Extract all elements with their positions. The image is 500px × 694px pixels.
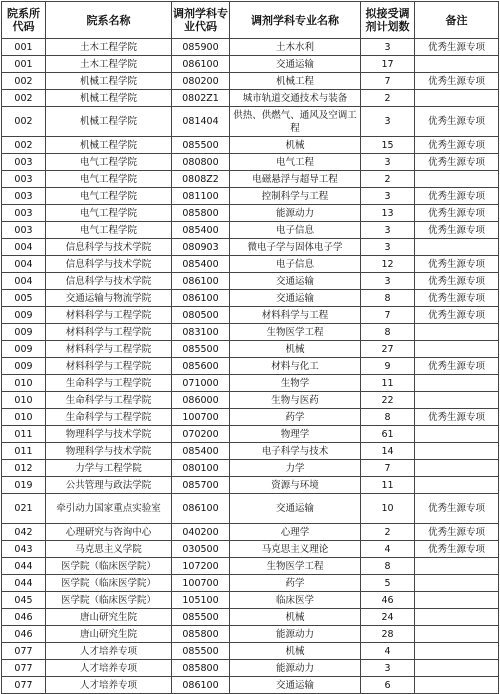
major-name-cell: 生物与医药 bbox=[230, 392, 361, 409]
plan-count-cell: 4 bbox=[361, 643, 415, 660]
adjustment-plan-table bbox=[1, 1, 499, 694]
table-header-row bbox=[2, 2, 499, 39]
major-name-cell: 药学 bbox=[230, 575, 361, 592]
major-name-cell: 临床医学 bbox=[230, 592, 361, 609]
remark-cell bbox=[415, 341, 499, 358]
plan-count-cell: 3 bbox=[361, 222, 415, 239]
table-row bbox=[2, 290, 499, 307]
dept-name-cell: 电气工程学院 bbox=[46, 171, 172, 188]
remark-cell: 优秀生源专项 bbox=[415, 73, 499, 90]
plan-count-cell: 7 bbox=[361, 307, 415, 324]
remark-cell bbox=[415, 575, 499, 592]
remark-cell: 优秀生源专项 bbox=[415, 358, 499, 375]
major-name-cell: 机械 bbox=[230, 609, 361, 626]
plan-count-cell: 8 bbox=[361, 324, 415, 341]
remark-cell bbox=[415, 609, 499, 626]
major-code-cell: 085500 bbox=[172, 341, 230, 358]
plan-count-cell: 3 bbox=[361, 660, 415, 677]
header-remark: 备注 bbox=[415, 2, 499, 39]
table-row bbox=[2, 171, 499, 188]
plan-count-cell: 11 bbox=[361, 375, 415, 392]
major-name-cell: 电子信息 bbox=[230, 222, 361, 239]
header-major-name: 调剂学科专业名称 bbox=[230, 2, 361, 39]
remark-cell bbox=[415, 460, 499, 477]
plan-count-cell: 13 bbox=[361, 205, 415, 222]
dept-code-cell: 045 bbox=[2, 592, 46, 609]
table-row bbox=[2, 460, 499, 477]
dept-name-cell: 物理科学与技术学院 bbox=[46, 426, 172, 443]
dept-name-cell: 物理科学与技术学院 bbox=[46, 443, 172, 460]
table-row bbox=[2, 137, 499, 154]
dept-code-cell: 009 bbox=[2, 358, 46, 375]
remark-cell bbox=[415, 592, 499, 609]
dept-code-cell: 077 bbox=[2, 677, 46, 694]
table-row bbox=[2, 56, 499, 73]
table-row bbox=[2, 677, 499, 694]
major-name-cell: 机械工程 bbox=[230, 73, 361, 90]
plan-count-cell: 15 bbox=[361, 137, 415, 154]
header-major-code: 调剂学科专业代码 bbox=[172, 2, 230, 39]
dept-name-cell: 土木工程学院 bbox=[46, 39, 172, 56]
major-code-cell: 100700 bbox=[172, 575, 230, 592]
dept-code-cell: 004 bbox=[2, 256, 46, 273]
dept-code-cell: 019 bbox=[2, 477, 46, 494]
major-name-cell: 土木水利 bbox=[230, 39, 361, 56]
dept-name-cell: 材料科学与工程学院 bbox=[46, 358, 172, 375]
major-code-cell: 080903 bbox=[172, 239, 230, 256]
major-name-cell: 交通运输 bbox=[230, 677, 361, 694]
remark-cell bbox=[415, 477, 499, 494]
dept-name-cell: 唐山研究生院 bbox=[46, 626, 172, 643]
major-name-cell: 机械 bbox=[230, 137, 361, 154]
major-name-cell: 交通运输 bbox=[230, 494, 361, 524]
table-row bbox=[2, 626, 499, 643]
dept-code-cell: 077 bbox=[2, 643, 46, 660]
major-name-cell: 电气工程 bbox=[230, 154, 361, 171]
major-code-cell: 085500 bbox=[172, 643, 230, 660]
table-row bbox=[2, 222, 499, 239]
major-code-cell: 030500 bbox=[172, 541, 230, 558]
table-row bbox=[2, 592, 499, 609]
dept-code-cell: 009 bbox=[2, 307, 46, 324]
header-dept-name: 院系名称 bbox=[46, 2, 172, 39]
table-row bbox=[2, 256, 499, 273]
remark-cell bbox=[415, 643, 499, 660]
dept-code-cell: 005 bbox=[2, 290, 46, 307]
remark-cell bbox=[415, 90, 499, 107]
major-code-cell: 085400 bbox=[172, 443, 230, 460]
dept-code-cell: 002 bbox=[2, 73, 46, 90]
plan-count-cell: 61 bbox=[361, 426, 415, 443]
dept-code-cell: 011 bbox=[2, 443, 46, 460]
table-row bbox=[2, 307, 499, 324]
dept-code-cell: 077 bbox=[2, 660, 46, 677]
major-code-cell: 070200 bbox=[172, 426, 230, 443]
major-code-cell: 0808Z2 bbox=[172, 171, 230, 188]
major-code-cell: 086100 bbox=[172, 56, 230, 73]
dept-code-cell: 012 bbox=[2, 460, 46, 477]
major-code-cell: 071000 bbox=[172, 375, 230, 392]
remark-cell bbox=[415, 660, 499, 677]
remark-cell: 优秀生源专项 bbox=[415, 409, 499, 426]
table-row bbox=[2, 375, 499, 392]
dept-name-cell: 材料科学与工程学院 bbox=[46, 341, 172, 358]
major-name-cell: 心理学 bbox=[230, 524, 361, 541]
plan-count-cell: 8 bbox=[361, 558, 415, 575]
remark-cell bbox=[415, 239, 499, 256]
major-code-cell: 086000 bbox=[172, 392, 230, 409]
major-name-cell: 能源动力 bbox=[230, 660, 361, 677]
dept-name-cell: 马克思主义学院 bbox=[46, 541, 172, 558]
plan-count-cell: 10 bbox=[361, 494, 415, 524]
table-row bbox=[2, 541, 499, 558]
dept-name-cell: 电气工程学院 bbox=[46, 222, 172, 239]
remark-cell bbox=[415, 56, 499, 73]
major-code-cell: 080500 bbox=[172, 307, 230, 324]
remark-cell: 优秀生源专项 bbox=[415, 154, 499, 171]
dept-name-cell: 医学院（临床医学院） bbox=[46, 592, 172, 609]
plan-count-cell: 27 bbox=[361, 341, 415, 358]
major-code-cell: 085900 bbox=[172, 39, 230, 56]
dept-name-cell: 信息科学与技术学院 bbox=[46, 256, 172, 273]
table-row bbox=[2, 524, 499, 541]
major-code-cell: 086100 bbox=[172, 273, 230, 290]
major-code-cell: 0802Z1 bbox=[172, 90, 230, 107]
dept-code-cell: 044 bbox=[2, 558, 46, 575]
dept-name-cell: 人才培养专项 bbox=[46, 677, 172, 694]
major-name-cell: 能源动力 bbox=[230, 205, 361, 222]
dept-code-cell: 042 bbox=[2, 524, 46, 541]
major-name-cell: 交通运输 bbox=[230, 273, 361, 290]
remark-cell: 优秀生源专项 bbox=[415, 273, 499, 290]
plan-count-cell: 6 bbox=[361, 677, 415, 694]
dept-name-cell: 电气工程学院 bbox=[46, 154, 172, 171]
major-code-cell: 105100 bbox=[172, 592, 230, 609]
major-code-cell: 085800 bbox=[172, 660, 230, 677]
plan-count-cell: 3 bbox=[361, 39, 415, 56]
major-code-cell: 083100 bbox=[172, 324, 230, 341]
dept-name-cell: 公共管理与政法学院 bbox=[46, 477, 172, 494]
remark-cell: 优秀生源专项 bbox=[415, 205, 499, 222]
major-name-cell: 生物医学工程 bbox=[230, 324, 361, 341]
table-row bbox=[2, 477, 499, 494]
dept-name-cell: 交通运输与物流学院 bbox=[46, 290, 172, 307]
dept-code-cell: 003 bbox=[2, 205, 46, 222]
major-code-cell: 085800 bbox=[172, 626, 230, 643]
dept-code-cell: 003 bbox=[2, 222, 46, 239]
plan-count-cell: 46 bbox=[361, 592, 415, 609]
plan-count-cell: 14 bbox=[361, 443, 415, 460]
dept-name-cell: 人才培养专项 bbox=[46, 660, 172, 677]
table-row bbox=[2, 392, 499, 409]
major-code-cell: 040200 bbox=[172, 524, 230, 541]
dept-code-cell: 009 bbox=[2, 341, 46, 358]
remark-cell bbox=[415, 375, 499, 392]
dept-code-cell: 046 bbox=[2, 626, 46, 643]
dept-name-cell: 牵引动力国家重点实验室 bbox=[46, 494, 172, 524]
table-row bbox=[2, 358, 499, 375]
major-name-cell: 交通运输 bbox=[230, 56, 361, 73]
table-body bbox=[2, 39, 499, 694]
plan-count-cell: 28 bbox=[361, 626, 415, 643]
major-name-cell: 机械 bbox=[230, 341, 361, 358]
dept-code-cell: 002 bbox=[2, 107, 46, 137]
table-row bbox=[2, 324, 499, 341]
major-name-cell: 供热、供燃气、通风及空调工程 bbox=[230, 107, 361, 137]
plan-count-cell: 11 bbox=[361, 477, 415, 494]
table-row bbox=[2, 239, 499, 256]
table-row bbox=[2, 643, 499, 660]
header-plan-count: 拟接受调剂计划数 bbox=[361, 2, 415, 39]
major-name-cell: 物理学 bbox=[230, 426, 361, 443]
plan-count-cell: 3 bbox=[361, 273, 415, 290]
remark-cell: 优秀生源专项 bbox=[415, 222, 499, 239]
dept-code-cell: 001 bbox=[2, 56, 46, 73]
plan-count-cell: 8 bbox=[361, 409, 415, 426]
remark-cell bbox=[415, 171, 499, 188]
dept-code-cell: 003 bbox=[2, 188, 46, 205]
remark-cell bbox=[415, 426, 499, 443]
table-row bbox=[2, 558, 499, 575]
major-name-cell: 药学 bbox=[230, 409, 361, 426]
dept-name-cell: 唐山研究生院 bbox=[46, 609, 172, 626]
major-code-cell: 080100 bbox=[172, 460, 230, 477]
dept-code-cell: 011 bbox=[2, 426, 46, 443]
table-row bbox=[2, 575, 499, 592]
dept-name-cell: 电气工程学院 bbox=[46, 205, 172, 222]
plan-count-cell: 8 bbox=[361, 290, 415, 307]
remark-cell: 优秀生源专项 bbox=[415, 494, 499, 524]
remark-cell: 优秀生源专项 bbox=[415, 290, 499, 307]
dept-name-cell: 材料科学与工程学院 bbox=[46, 324, 172, 341]
dept-name-cell: 力学与工程学院 bbox=[46, 460, 172, 477]
dept-code-cell: 004 bbox=[2, 273, 46, 290]
remark-cell bbox=[415, 324, 499, 341]
table-row bbox=[2, 494, 499, 524]
plan-count-cell: 3 bbox=[361, 154, 415, 171]
remark-cell: 优秀生源专项 bbox=[415, 524, 499, 541]
dept-code-cell: 044 bbox=[2, 575, 46, 592]
plan-count-cell: 22 bbox=[361, 392, 415, 409]
remark-cell: 优秀生源专项 bbox=[415, 107, 499, 137]
remark-cell bbox=[415, 558, 499, 575]
major-code-cell: 107200 bbox=[172, 558, 230, 575]
dept-name-cell: 材料科学与工程学院 bbox=[46, 307, 172, 324]
table-row bbox=[2, 660, 499, 677]
dept-name-cell: 医学院（临床医学院） bbox=[46, 558, 172, 575]
major-name-cell: 城市轨道交通技术与装备 bbox=[230, 90, 361, 107]
major-name-cell: 能源动力 bbox=[230, 626, 361, 643]
major-name-cell: 生物医学工程 bbox=[230, 558, 361, 575]
major-name-cell: 资源与环境 bbox=[230, 477, 361, 494]
major-code-cell: 081404 bbox=[172, 107, 230, 137]
dept-code-cell: 002 bbox=[2, 137, 46, 154]
plan-count-cell: 9 bbox=[361, 358, 415, 375]
major-code-cell: 085600 bbox=[172, 358, 230, 375]
dept-code-cell: 003 bbox=[2, 154, 46, 171]
dept-name-cell: 机械工程学院 bbox=[46, 73, 172, 90]
table-row bbox=[2, 154, 499, 171]
remark-cell bbox=[415, 626, 499, 643]
major-name-cell: 材料科学与工程 bbox=[230, 307, 361, 324]
major-name-cell: 控制科学与工程 bbox=[230, 188, 361, 205]
dept-name-cell: 人才培养专项 bbox=[46, 643, 172, 660]
major-code-cell: 086100 bbox=[172, 290, 230, 307]
dept-name-cell: 医学院（临床医学院） bbox=[46, 575, 172, 592]
major-code-cell: 080800 bbox=[172, 154, 230, 171]
major-name-cell: 力学 bbox=[230, 460, 361, 477]
dept-name-cell: 机械工程学院 bbox=[46, 137, 172, 154]
plan-count-cell: 2 bbox=[361, 90, 415, 107]
dept-name-cell: 信息科学与技术学院 bbox=[46, 239, 172, 256]
plan-count-cell: 12 bbox=[361, 256, 415, 273]
plan-count-cell: 24 bbox=[361, 609, 415, 626]
table-row bbox=[2, 73, 499, 90]
plan-count-cell: 7 bbox=[361, 73, 415, 90]
dept-name-cell: 生命科学与工程学院 bbox=[46, 409, 172, 426]
major-code-cell: 086100 bbox=[172, 677, 230, 694]
major-name-cell: 材料与化工 bbox=[230, 358, 361, 375]
plan-count-cell: 2 bbox=[361, 171, 415, 188]
major-name-cell: 电磁悬浮与超导工程 bbox=[230, 171, 361, 188]
table-row bbox=[2, 443, 499, 460]
table-row bbox=[2, 188, 499, 205]
table-row bbox=[2, 205, 499, 222]
remark-cell: 优秀生源专项 bbox=[415, 39, 499, 56]
table-row bbox=[2, 341, 499, 358]
plan-count-cell: 2 bbox=[361, 524, 415, 541]
remark-cell: 优秀生源专项 bbox=[415, 137, 499, 154]
major-code-cell: 085700 bbox=[172, 477, 230, 494]
major-code-cell: 085400 bbox=[172, 256, 230, 273]
dept-code-cell: 010 bbox=[2, 409, 46, 426]
dept-name-cell: 机械工程学院 bbox=[46, 90, 172, 107]
dept-code-cell: 001 bbox=[2, 39, 46, 56]
major-code-cell: 085400 bbox=[172, 222, 230, 239]
major-code-cell: 100700 bbox=[172, 409, 230, 426]
dept-name-cell: 心理研究与咨询中心 bbox=[46, 524, 172, 541]
table-row bbox=[2, 39, 499, 56]
major-name-cell: 电子科学与技术 bbox=[230, 443, 361, 460]
plan-count-cell: 4 bbox=[361, 541, 415, 558]
dept-code-cell: 021 bbox=[2, 494, 46, 524]
major-name-cell: 生物学 bbox=[230, 375, 361, 392]
dept-code-cell: 010 bbox=[2, 375, 46, 392]
plan-count-cell: 3 bbox=[361, 239, 415, 256]
major-code-cell: 085800 bbox=[172, 205, 230, 222]
dept-name-cell: 电气工程学院 bbox=[46, 188, 172, 205]
dept-code-cell: 043 bbox=[2, 541, 46, 558]
dept-name-cell: 信息科学与技术学院 bbox=[46, 273, 172, 290]
table-row bbox=[2, 426, 499, 443]
plan-count-cell: 3 bbox=[361, 188, 415, 205]
remark-cell bbox=[415, 392, 499, 409]
remark-cell: 优秀生源专项 bbox=[415, 541, 499, 558]
plan-count-cell: 17 bbox=[361, 56, 415, 73]
remark-cell: 优秀生源专项 bbox=[415, 256, 499, 273]
dept-code-cell: 003 bbox=[2, 171, 46, 188]
plan-count-cell: 7 bbox=[361, 460, 415, 477]
major-code-cell: 086100 bbox=[172, 494, 230, 524]
dept-code-cell: 046 bbox=[2, 609, 46, 626]
dept-code-cell: 010 bbox=[2, 392, 46, 409]
plan-count-cell: 3 bbox=[361, 107, 415, 137]
dept-name-cell: 生命科学与工程学院 bbox=[46, 375, 172, 392]
dept-name-cell: 机械工程学院 bbox=[46, 107, 172, 137]
table-row bbox=[2, 107, 499, 137]
major-name-cell: 交通运输 bbox=[230, 290, 361, 307]
table-row bbox=[2, 409, 499, 426]
major-code-cell: 080200 bbox=[172, 73, 230, 90]
major-code-cell: 085500 bbox=[172, 609, 230, 626]
remark-cell: 优秀生源专项 bbox=[415, 307, 499, 324]
dept-code-cell: 004 bbox=[2, 239, 46, 256]
major-code-cell: 081100 bbox=[172, 188, 230, 205]
major-name-cell: 马克思主义理论 bbox=[230, 541, 361, 558]
table-row bbox=[2, 90, 499, 107]
plan-count-cell: 5 bbox=[361, 575, 415, 592]
remark-cell: 优秀生源专项 bbox=[415, 188, 499, 205]
remark-cell bbox=[415, 677, 499, 694]
table-row bbox=[2, 609, 499, 626]
major-name-cell: 机械 bbox=[230, 643, 361, 660]
dept-name-cell: 土木工程学院 bbox=[46, 56, 172, 73]
remark-cell bbox=[415, 443, 499, 460]
dept-code-cell: 002 bbox=[2, 90, 46, 107]
major-name-cell: 微电子学与固体电子学 bbox=[230, 239, 361, 256]
dept-name-cell: 生命科学与工程学院 bbox=[46, 392, 172, 409]
major-code-cell: 085500 bbox=[172, 137, 230, 154]
major-name-cell: 电子信息 bbox=[230, 256, 361, 273]
table-row bbox=[2, 273, 499, 290]
header-dept-code: 院系所代码 bbox=[2, 2, 46, 39]
dept-code-cell: 009 bbox=[2, 324, 46, 341]
